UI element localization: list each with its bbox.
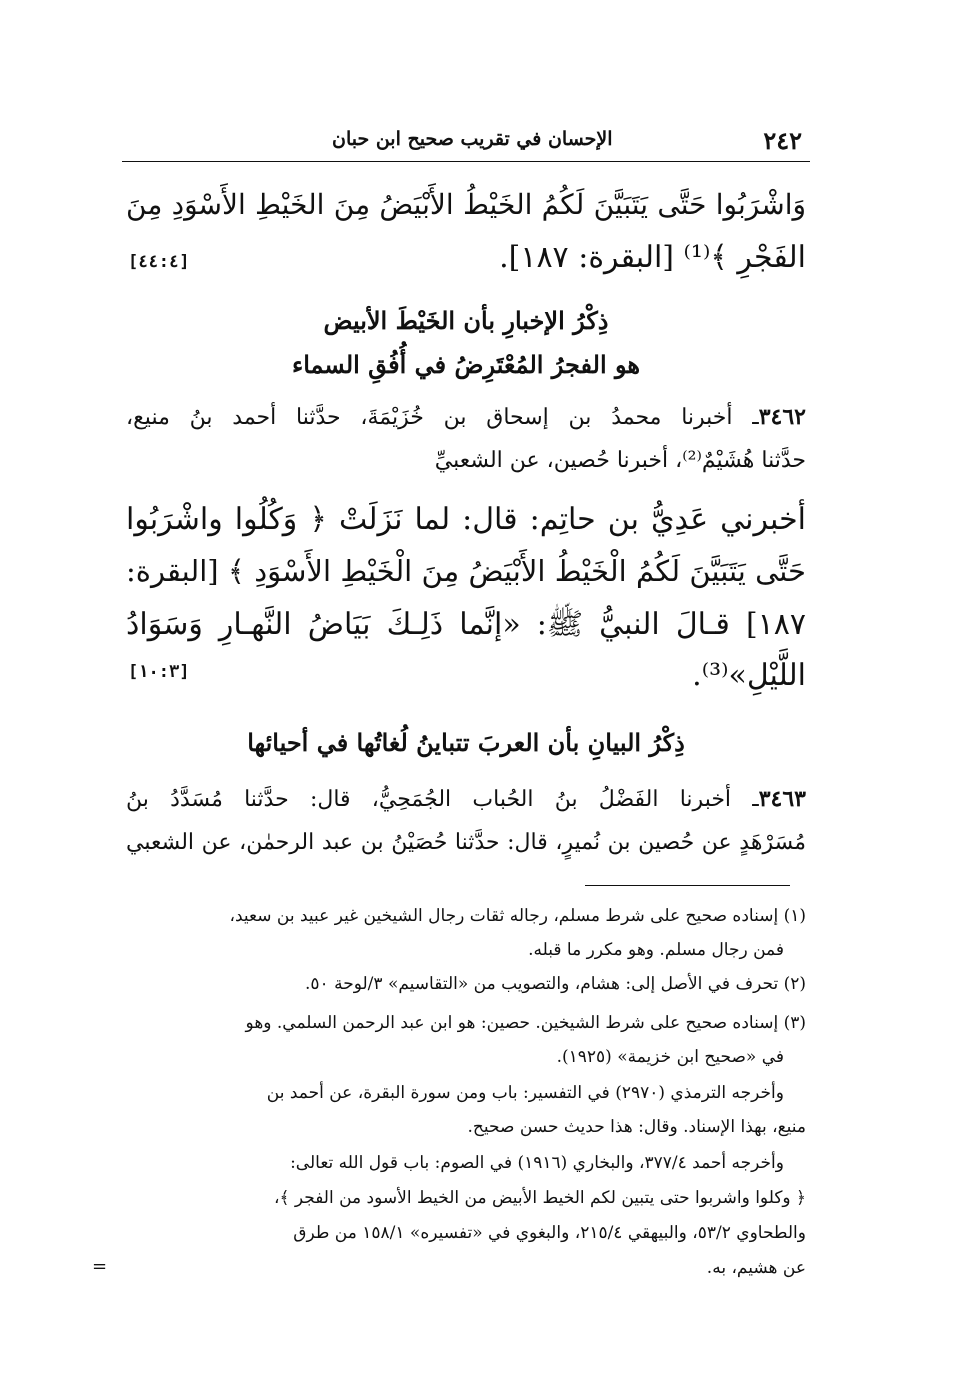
- verse-continuation-line-2: الفَجْرِ ﴾⁽¹⁾ [البقرة: ١٨٧].: [499, 240, 806, 275]
- footnote-3-line-4: منيع، بهذا الإسناد. وقال: هذا حديث حسن صحيح.: [467, 1117, 806, 1137]
- hadith-number-3462: ٣٤٦٢: [758, 404, 806, 430]
- hadith-3462-chain-line-2: حدَّثنا هُشَيْمٌ⁽²⁾، أخبرنا حُصين، عن الشعبيِّ: [434, 448, 806, 473]
- footnote-3-line-6: ﴿ وكلوا واشربوا حتى يتبين لكم الخيط الأبيض من الخيط الأسود من الفجر ﴾،: [274, 1188, 806, 1208]
- cross-reference-1: [٤٤:٤]: [128, 252, 190, 272]
- footnote-3-line-7: والطحاوي ٥٣/٢، والبيهقي ٢١٥/٤، والبغوي في «تفسيره» ١٥٨/١ من طرق: [293, 1223, 806, 1243]
- hadith-3462-text-line-3: ١٨٧] قـالَ النبيُّ ﷺ: «إنَّما ذَلِـكَ بَيَاضُ النَّهـارِ وَسَوَادُ: [126, 607, 806, 642]
- section-heading-2: ذِكْرُ البيانِ بأن العربَ تتباينُ لُغاتُها في أحيائها: [247, 728, 685, 757]
- hadith-3463-chain-text: ـ أخبرنا الفَضْلُ بنُ الحُباب الجُمَحِيُّ، قال: حدَّثنا مُسَدَّدُ بنُ: [126, 787, 759, 812]
- verse-continuation-line-1: وَاشْرَبُوا حَتَّى يَتَبَيَّنَ لَكُمُ الخَيْطُ الأَبْيَضُ مِنَ الخَيْطِ الأَسْوَدِ مِنَ: [126, 188, 806, 221]
- hadith-number-3463: ٣٤٦٣: [758, 786, 806, 812]
- footnote-separator: [585, 885, 790, 886]
- section-heading-1-line-1: ذِكْرُ الإخبارِ بأن الخَيْطَ الأبيض: [323, 306, 609, 335]
- footnote-3-line-3: وأخرجه الترمذي (٢٩٧٠) في التفسير: باب ومن سورة البقرة، عن أحمد بن: [266, 1083, 784, 1103]
- footnote-3-line-1: (٣) إسناده صحيح على شرط الشيخين. حصين: هو ابن عبد الرحمن السلمي. وهو: [245, 1013, 806, 1033]
- footnote-1-line-1: (١) إسناده صحيح على شرط مسلم، رجاله ثقات رجال الشيخين غير عبيد بن سعيد،: [229, 906, 806, 926]
- footnote-1-line-2: فمن رجال مسلم. وهو مكرر ما قبله.: [528, 940, 784, 960]
- footnote-3-line-2: في «صحيح ابن خزيمة» (١٩٢٥).: [556, 1047, 784, 1067]
- hadith-3462-chain-text: ـ أخبرنا محمدُ بن إسحاق بن خُزَيْمَةَ، حدَّثنا أحمد بنُ منيع،: [126, 405, 759, 430]
- running-title: الإحسان في تقريب صحيح ابن حبان: [332, 128, 613, 150]
- hadith-3462-text-line-4: اللَّيْلِ»⁽³⁾.: [692, 658, 806, 693]
- hadith-3463-chain-line-2: مُسَرْهَدٍ عن حُصين بن نُميرٍ، قال: حدَّثنا حُصَيْنُ بن عبد الرحمٰن، عن الشعبي: [126, 830, 806, 855]
- footnote-3-line-8: عن هشيم، به.: [706, 1258, 806, 1278]
- hadith-3462-chain-line-1: [126, 404, 806, 430]
- footnote-2: (٢) تحرف في الأصل إلى: هشام، والتصويب من «التقاسيم» ٣/لوحة ٥٠.: [305, 974, 806, 994]
- page-number: ٢٤٢: [763, 126, 802, 155]
- page-header: [122, 122, 810, 162]
- continuation-mark: =: [92, 1256, 108, 1277]
- header-rule: [122, 161, 810, 162]
- section-heading-1-line-2: هو الفجرُ المُعْتَرِضُ في أُفُقِ السماء: [291, 350, 641, 379]
- hadith-3462-text-line-1: أخبرني عَدِيُّ بن حاتِم: قال: لما نَزَلَتْ ﴿ وَكُلُوا واشْرَبُوا: [126, 502, 806, 537]
- hadith-3462-text-line-2: حَتَّى يَتَبَيَّنَ لَكُمُ الْخَيْطُ الأَبْيَضُ مِنَ الْخَيْطِ الأَسْوَدِ ﴾ [البقرة:: [126, 554, 806, 588]
- cross-reference-2: [١٠:٣]: [128, 662, 190, 682]
- footnote-3-line-5: وأخرجه أحمد ٣٧٧/٤، والبخاري (١٩١٦) في الصوم: باب قول الله تعالى:: [290, 1153, 784, 1173]
- hadith-3463-chain-line-1: [126, 786, 806, 812]
